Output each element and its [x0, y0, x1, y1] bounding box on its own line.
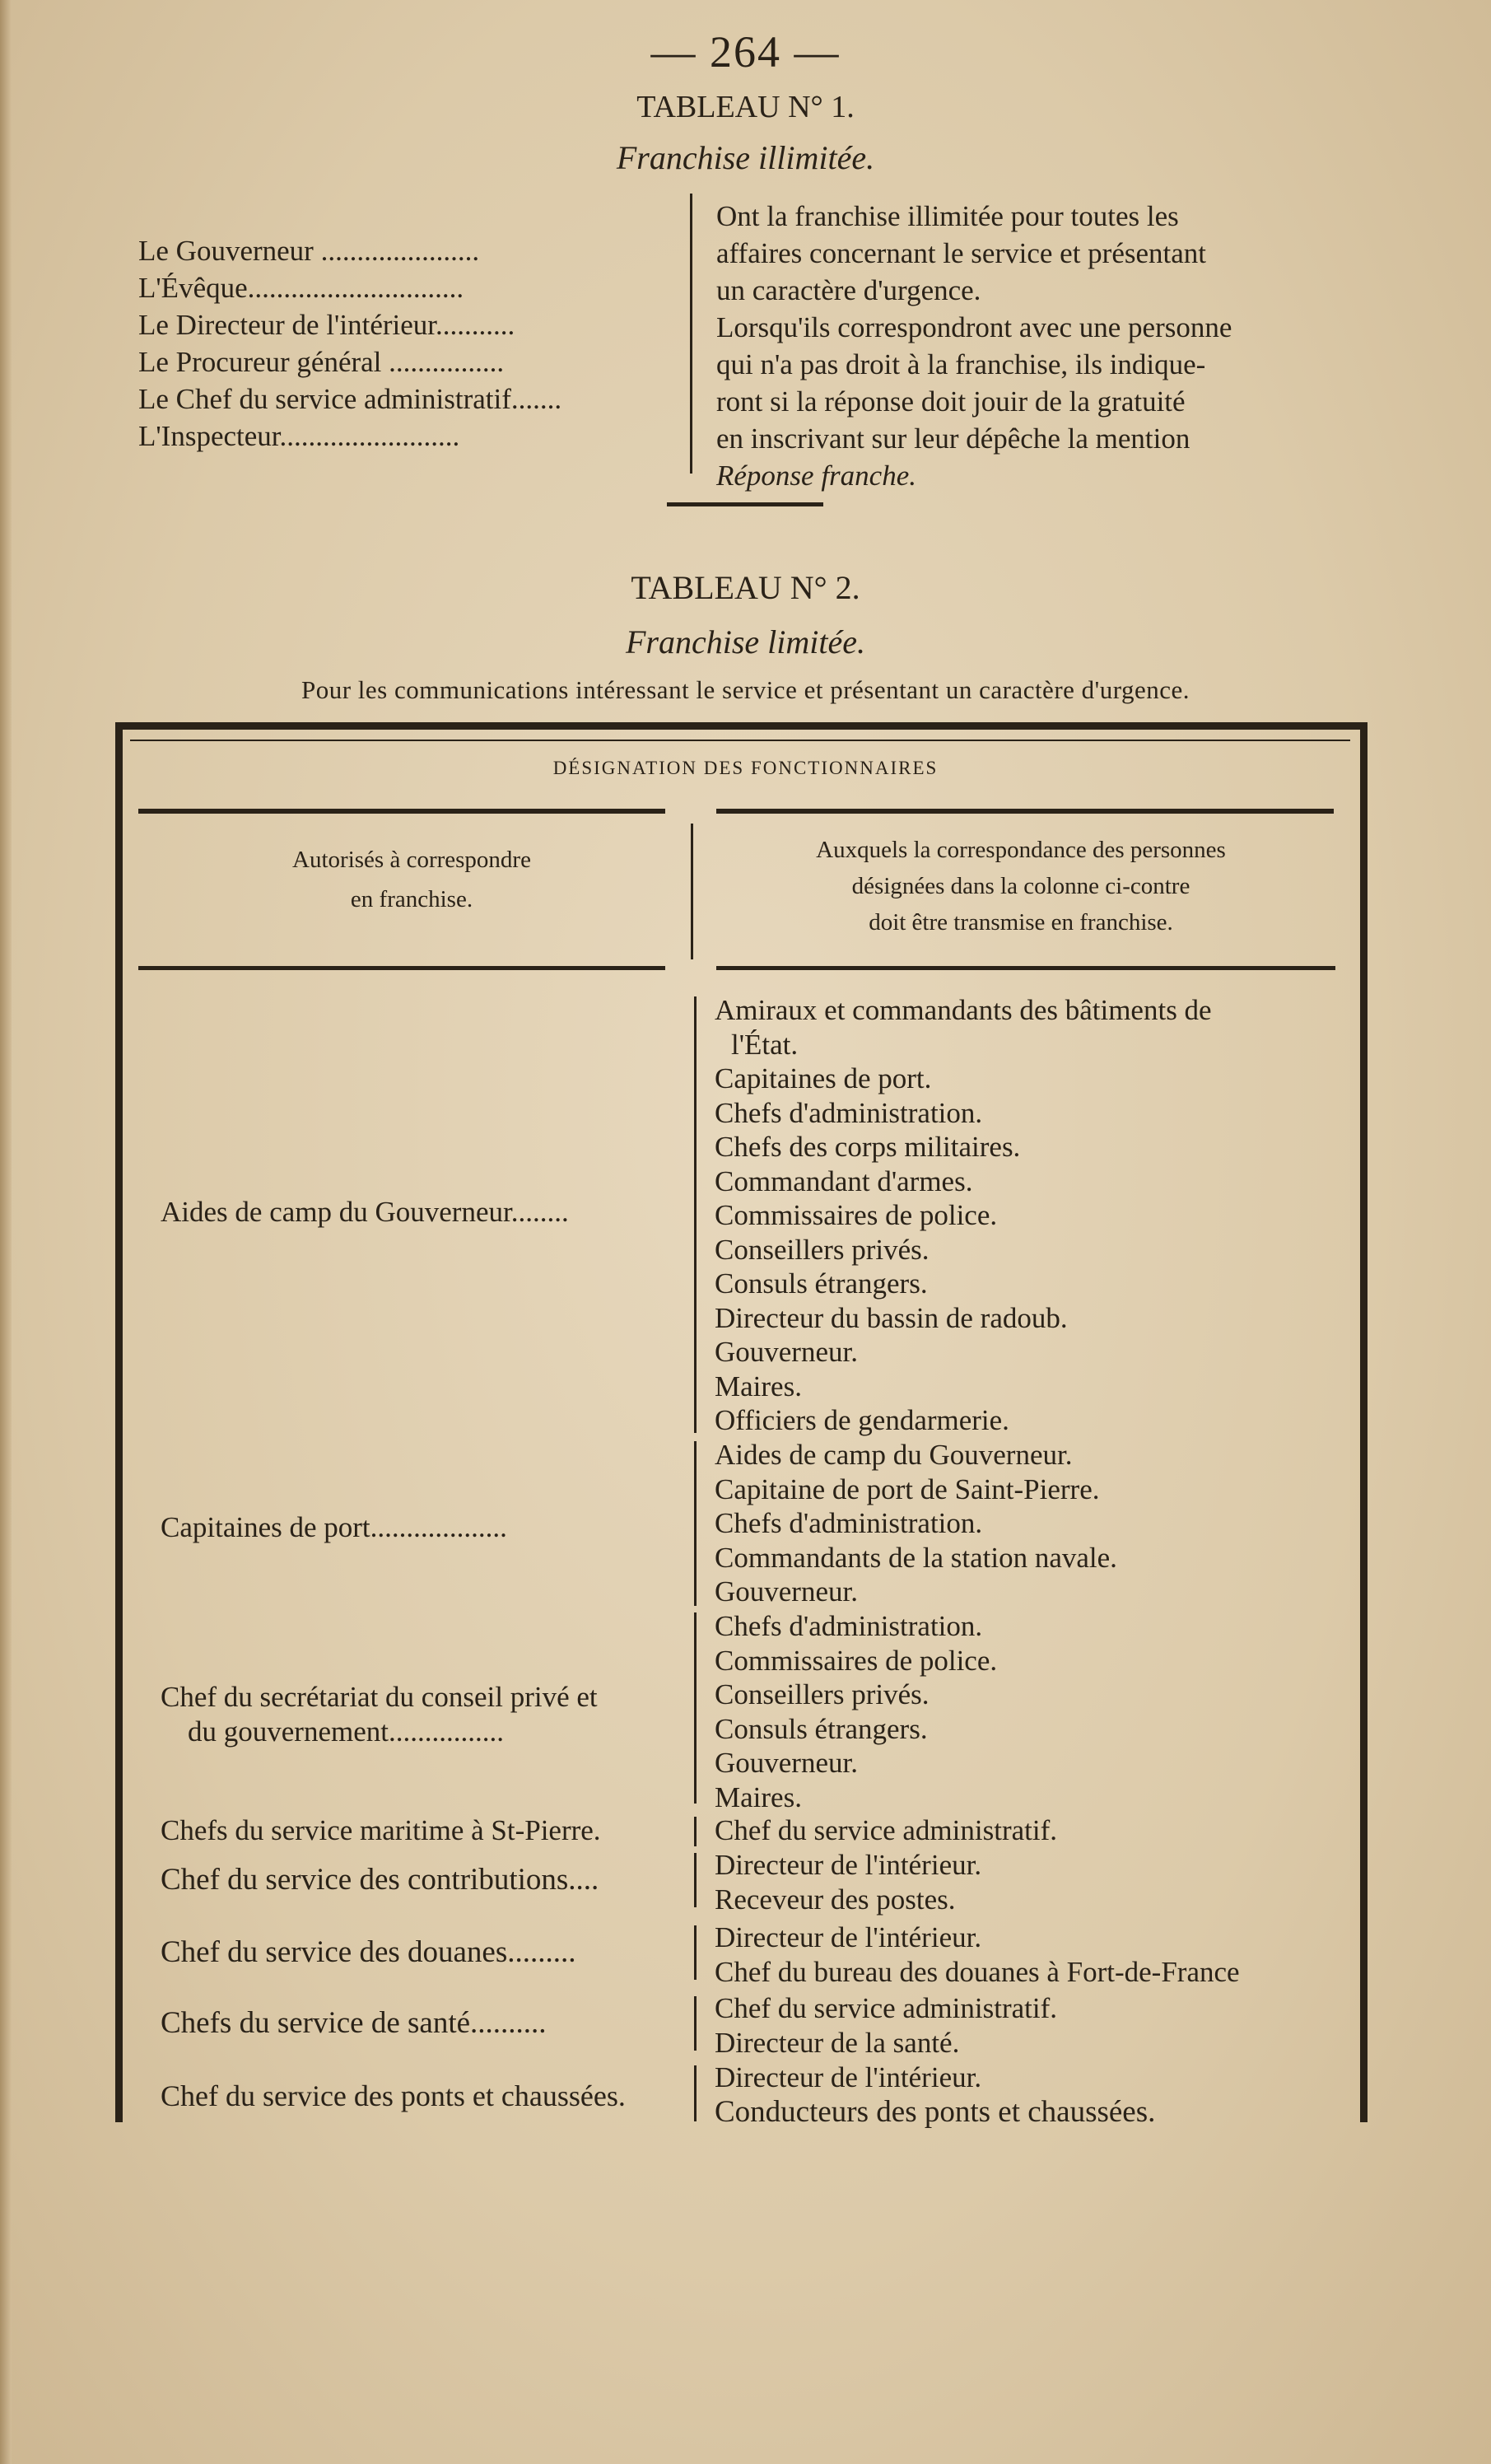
list-item: Conseillers privés. — [715, 1233, 930, 1266]
text-line: affaires concernant le service et présentant — [716, 237, 1206, 269]
text-line: qui n'a pas droit à la franchise, ils indique- — [716, 348, 1206, 380]
list-item: Directeur du bassin de radoub. — [715, 1301, 1068, 1334]
list-item: Gouverneur. — [715, 1336, 858, 1368]
row-left-label: Capitaines de port................... — [161, 1511, 507, 1543]
column-header-left — [165, 840, 659, 919]
row-left-label: Chef du service des ponts et chaussées. — [161, 2079, 626, 2112]
official-item: Le Chef du service administratif....... — [138, 383, 562, 415]
list-item: Amiraux et commandants des bâtiments de — [715, 994, 1212, 1026]
text-line: un caractère d'urgence. — [716, 274, 981, 306]
tableau1-text — [716, 198, 1350, 494]
official-item: Le Gouverneur ...................... — [138, 235, 480, 267]
row-left-label: du gouvernement................ — [188, 1715, 504, 1748]
header-rule-left — [138, 809, 665, 814]
row-brace — [694, 1925, 697, 1980]
list-item: Directeur de l'intérieur. — [715, 1849, 982, 1881]
header-rule-right — [716, 809, 1334, 814]
row-left-label: Chef du service des douanes......... — [161, 1935, 576, 1969]
list-item: Chef du service administratif. — [715, 1992, 1057, 2024]
row-brace — [694, 1853, 697, 1907]
tableau2-title: TABLEAU N° 2. — [631, 569, 860, 606]
official-item: L'Évêque.............................. — [138, 272, 464, 304]
tableau2-subtitle: Franchise limitée. — [625, 623, 866, 660]
list-item: Consuls étrangers. — [715, 1712, 928, 1745]
row-brace — [694, 996, 697, 1433]
list-item: Gouverneur. — [715, 1575, 858, 1608]
row-brace — [694, 2065, 697, 2121]
section-divider — [667, 502, 823, 506]
page-spine-shadow — [0, 0, 12, 2464]
row-left-label: Chef du secrétariat du conseil privé et — [161, 1681, 598, 1713]
list-item: Conseillers privés. — [715, 1678, 930, 1710]
row-left-label: Chefs du service maritime à St-Pierre. — [161, 1814, 601, 1846]
column-header-line: désignées dans la colonne ci-contre — [851, 873, 1190, 899]
column-header-right — [708, 832, 1334, 940]
list-item: Chefs d'administration. — [715, 1610, 983, 1642]
list-item: Chef du bureau des douanes à Fort-de-France — [715, 1955, 1240, 1988]
list-item: Capitaines de port. — [715, 1062, 932, 1094]
tableau1-subtitle: Franchise illimitée. — [616, 139, 875, 176]
list-item: Receveur des postes. — [715, 1883, 956, 1916]
list-item: Commissaires de police. — [715, 1644, 998, 1677]
table-frame-top — [115, 722, 1365, 730]
list-item: Maires. — [715, 1370, 802, 1402]
mention-text: Réponse franche. — [716, 460, 916, 492]
table-row-right — [715, 1438, 1117, 1609]
list-item: Directeur de l'intérieur. — [715, 1921, 982, 1953]
text-line: Ont la franchise illimitée pour toutes les — [716, 200, 1179, 232]
official-item: L'Inspecteur......................... — [138, 420, 460, 452]
page-number: — 264 — — [650, 27, 841, 77]
list-item: Officiers de gendarmerie. — [715, 1404, 1009, 1436]
table-row-right — [715, 1609, 997, 1814]
column-separator — [691, 824, 693, 959]
row-brace — [694, 1996, 697, 2051]
table-frame-left — [115, 722, 123, 2122]
table-inner-rule — [130, 740, 1350, 741]
column-header-line: Auxquels la correspondance des personnes — [816, 837, 1226, 863]
row-brace — [694, 1817, 697, 1846]
list-item: Gouverneur. — [715, 1747, 858, 1779]
column-rule-left — [138, 966, 665, 970]
official-item: Le Procureur général ................ — [138, 346, 505, 378]
list-item: Chefs des corps militaires. — [715, 1131, 1021, 1163]
list-item: Commandant d'armes. — [715, 1164, 973, 1197]
designation-header: DÉSIGNATION DES FONCTIONNAIRES — [552, 758, 939, 778]
column-header-line: doit être transmise en franchise. — [869, 909, 1173, 936]
table-row-right — [715, 993, 1212, 1438]
text-line: Lorsqu'ils correspondront avec une personne — [716, 311, 1232, 343]
row-left-label: Aides de camp du Gouverneur........ — [161, 1196, 569, 1228]
column-rule-right — [716, 966, 1335, 970]
list-item: Commandants de la station navale. — [715, 1541, 1117, 1574]
text-line: ront si la réponse doit jouir de la gratuité — [716, 385, 1186, 418]
list-item: Aides de camp du Gouverneur. — [715, 1439, 1073, 1471]
list-item: Chefs d'administration. — [715, 1507, 983, 1539]
list-item: Directeur de la santé. — [715, 2026, 960, 2059]
row-left-label: Chef du service des contributions.... — [161, 1863, 599, 1897]
list-item: Maires. — [715, 1780, 802, 1813]
table-row-right — [715, 1813, 1057, 1848]
list-item: Directeur de l'intérieur. — [715, 2061, 982, 2093]
table-row-right — [715, 1991, 1057, 2060]
row-brace — [694, 1441, 697, 1606]
row-brace — [694, 1612, 697, 1804]
list-item: Chefs d'administration. — [715, 1096, 983, 1129]
list-item: Consuls étrangers. — [715, 1267, 928, 1300]
row-left-label: Chefs du service de santé.......... — [161, 2006, 547, 2040]
table-row-right — [715, 1920, 1240, 1989]
official-item: Le Directeur de l'intérieur........... — [138, 309, 515, 341]
tableau1-title: TABLEAU N° 1. — [636, 90, 855, 124]
tableau1-officials — [138, 232, 682, 455]
table-frame-right — [1360, 722, 1368, 2122]
text-line: en inscrivant sur leur dépêche la mention — [716, 422, 1190, 455]
list-item: l'État. — [731, 1028, 799, 1061]
column-header-line: Autorisés à correspondre — [292, 847, 531, 873]
column-header-line: en franchise. — [350, 886, 473, 912]
list-item: Capitaine de port de Saint-Pierre. — [715, 1472, 1100, 1505]
list-item: Conducteurs des ponts et chaussées. — [715, 2094, 1156, 2129]
table-row-right — [715, 1848, 981, 1916]
tableau2-intro: Pour les communications intéressant le service et présentant un caractère d'urgence. — [301, 675, 1190, 704]
table-row-right — [715, 2060, 1155, 2129]
tableau1-brace — [690, 194, 699, 474]
list-item: Chef du service administratif. — [715, 1814, 1057, 1846]
list-item: Commissaires de police. — [715, 1199, 998, 1231]
